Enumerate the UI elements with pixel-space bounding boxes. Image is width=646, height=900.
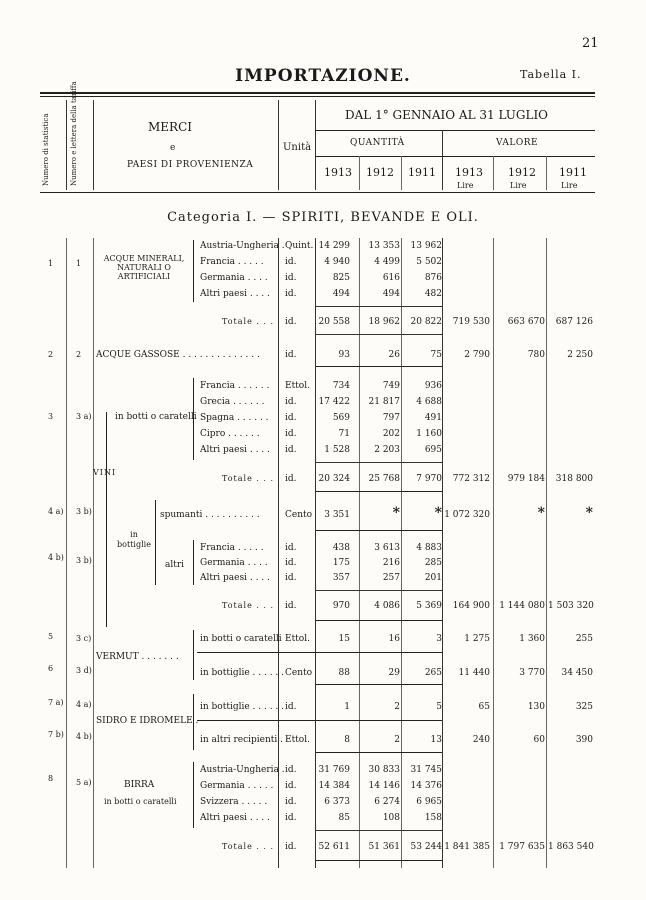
qty-1913: 1 (344, 702, 350, 712)
qty-1913: 494 (332, 289, 350, 299)
section-rule (316, 334, 442, 335)
tariff-number: 3 d) (76, 666, 92, 675)
header-lire: Lire (457, 181, 474, 190)
header-divider (546, 156, 547, 190)
qty-1912: 202 (382, 429, 400, 439)
val-1912-star: * (537, 505, 545, 521)
page-title: IMPORTAZIONE. (235, 66, 411, 86)
header-sub-rule (315, 156, 595, 157)
vermut-label: VERMUT . . . . . . . (96, 652, 179, 662)
country-label: Grecia . . . . . . (200, 397, 265, 407)
country-label: Altri paesi . . . . (200, 289, 270, 299)
qty-1911: 75 (430, 350, 442, 360)
qty-1912: 21 817 (368, 397, 400, 407)
qty-1911: 158 (424, 813, 442, 823)
header-e: e (170, 143, 176, 153)
tariff-number: 1 (76, 259, 82, 268)
unit-label: id. (285, 558, 297, 568)
val-1913: 240 (472, 735, 490, 745)
unit-label: id. (285, 429, 297, 439)
stat-number: 2 (48, 350, 54, 359)
total-rule (316, 462, 442, 463)
stat-number: 7 a) (48, 698, 64, 707)
item-label-acque-gassose: ACQUE GASSOSE . . . . . . . . . . . . . . (96, 350, 260, 360)
header-bottom-rule (40, 192, 595, 193)
unit-label: id. (285, 474, 297, 484)
qty-1912: 749 (382, 381, 400, 391)
header-year-v1913: 1913 (455, 166, 483, 179)
qty-1913: 357 (332, 573, 350, 583)
total-val-1912: 663 670 (507, 317, 545, 327)
qty-1912: 797 (382, 413, 400, 423)
country-label: Francia . . . . . (200, 257, 264, 267)
header-valore: VALORE (496, 138, 539, 148)
qty-1912: 108 (382, 813, 400, 823)
country-label: Francia . . . . . (200, 543, 264, 553)
total-val-1911: 1 863 540 (548, 842, 594, 852)
qty-1912: 2 (394, 735, 400, 745)
qty-1913: 825 (332, 273, 350, 283)
stat-number: 4 a) (48, 507, 64, 516)
val-1911: 34 450 (561, 668, 593, 678)
qty-1913: 175 (332, 558, 350, 568)
qty-1913: 1 528 (324, 445, 350, 455)
unit-label: id. (285, 257, 297, 267)
body-column-line (546, 238, 547, 868)
country-label: Svizzera . . . . . (200, 797, 268, 807)
val-1911: 2 250 (567, 350, 593, 360)
val-1912: 1 360 (519, 634, 545, 644)
qty-1913: 6 373 (324, 797, 350, 807)
country-label: Altri paesi . . . . (200, 445, 270, 455)
total-val-1911: 318 800 (555, 474, 593, 484)
header-year-q1912: 1912 (366, 166, 394, 179)
header-period-rule (315, 130, 595, 131)
val-1913: 2 790 (464, 350, 490, 360)
category-title: Categoria I. — SPIRITI, BEVANDE E OLI. (167, 210, 479, 225)
body-column-line (93, 238, 94, 868)
qty-1912: 3 613 (374, 543, 400, 553)
total-qty-1911: 5 369 (416, 601, 442, 611)
qty-1911: 876 (424, 273, 442, 283)
val-1911: 390 (575, 735, 593, 745)
qty-1913: 17 422 (318, 397, 350, 407)
country-label: Cipro . . . . . . (200, 429, 260, 439)
body-column-line (66, 238, 67, 868)
qty-1912: 216 (382, 558, 400, 568)
qty-1912: 2 203 (374, 445, 400, 455)
total-qty-1913: 20 558 (318, 317, 350, 327)
qty-1912: 16 (388, 634, 400, 644)
stat-number: 6 (48, 664, 54, 673)
val-1911: 255 (575, 634, 593, 644)
section-rule (316, 530, 442, 531)
qty-1912: 4 499 (374, 257, 400, 267)
val-1913: 1 275 (464, 634, 490, 644)
qty-1913: 438 (332, 543, 350, 553)
total-qty-1911: 20 822 (410, 317, 442, 327)
header-stat-number: Numero di statistica (42, 113, 50, 186)
header-year-v1912: 1912 (508, 166, 536, 179)
country-label: Austria-Ungheria . (200, 765, 285, 775)
unit-label: id. (285, 813, 297, 823)
qty-1912: 26 (388, 350, 400, 360)
header-paesi: PAESI DI PROVENIENZA (127, 160, 254, 170)
altri-label: altri (165, 560, 185, 570)
unit-label: id. (285, 289, 297, 299)
val-1912: 130 (527, 702, 545, 712)
brace (193, 762, 194, 828)
qty-1913: 88 (338, 668, 350, 678)
header-divider (278, 100, 279, 190)
header-unita: Unità (283, 142, 312, 153)
qty-1913: 31 769 (318, 765, 350, 775)
brace (193, 240, 194, 302)
total-rule (316, 830, 442, 831)
qty-1911: 31 745 (410, 765, 442, 775)
unit-label: id. (285, 445, 297, 455)
qty-1911: 936 (424, 381, 442, 391)
body-column-line (442, 238, 443, 868)
total-qty-1911: 7 970 (416, 474, 442, 484)
qty-1912: 494 (382, 289, 400, 299)
vermut-sub-label: in botti o caratelli (200, 634, 282, 644)
qty-1913: 93 (338, 350, 350, 360)
stat-number: 1 (48, 259, 54, 268)
total-val-1913: 1 841 385 (444, 842, 490, 852)
spumanti-label: spumanti . . . . . . . . . . (160, 510, 260, 520)
section-rule (316, 684, 442, 685)
qty-1913: 71 (338, 429, 350, 439)
header-top-rule (40, 92, 595, 94)
qty-1911: 265 (424, 668, 442, 678)
unit-label: id. (285, 842, 297, 852)
qty-1912-star: * (392, 505, 400, 521)
country-label: Germania . . . . (200, 558, 268, 568)
section-rule (197, 720, 442, 721)
unit-label: Ettol. (285, 634, 310, 644)
qty-1912: 30 833 (368, 765, 400, 775)
unit-label: id. (285, 543, 297, 553)
total-qty-1912: 18 962 (368, 317, 400, 327)
stat-number: 4 b) (48, 553, 64, 562)
total-label: Totale . . . (222, 601, 275, 610)
val-1912: 60 (533, 735, 545, 745)
qty-1912: 616 (382, 273, 400, 283)
qty-1913: 85 (338, 813, 350, 823)
unit-label: id. (285, 781, 297, 791)
country-label: Germania . . . . . (200, 781, 274, 791)
total-qty-1912: 51 361 (368, 842, 400, 852)
header-tariff-number: Numero e lettera della tariffa (70, 81, 78, 186)
page-number: 21 (582, 36, 599, 51)
val-1911: 325 (575, 702, 593, 712)
vini-botti-label: in botti o caratelli (115, 412, 197, 422)
tariff-number: 3 c) (76, 634, 92, 643)
qty-1911: 14 376 (410, 781, 442, 791)
qty-1911: 4 883 (416, 543, 442, 553)
qty-1911: 6 965 (416, 797, 442, 807)
qty-1911: 5 502 (416, 257, 442, 267)
tariff-number: 4 b) (76, 732, 92, 741)
qty-1911: 4 688 (416, 397, 442, 407)
qty-1911: 5 (436, 702, 442, 712)
total-label: Totale . . . (222, 842, 275, 851)
tariff-number: 3 b) (76, 507, 92, 516)
unit-label: Cento (285, 510, 313, 520)
brace (193, 378, 194, 460)
birra-label: BIRRA (124, 780, 155, 790)
unit-label: id. (285, 797, 297, 807)
brace (155, 500, 156, 585)
val-1913: 65 (478, 702, 490, 712)
header-divider (401, 156, 402, 190)
stat-number: 8 (48, 774, 54, 783)
header-merci: MERCI (148, 120, 193, 134)
section-rule (316, 366, 442, 367)
unit-label: Ettol. (285, 735, 310, 745)
tariff-number: 3 a) (76, 412, 92, 421)
sidro-label: SIDRO E IDROMELE . (96, 716, 199, 726)
total-val-1912: 979 184 (507, 474, 545, 484)
qty-1912: 29 (388, 668, 400, 678)
unit-label: id. (285, 601, 297, 611)
header-lire: Lire (561, 181, 578, 190)
val-1913: 1 072 320 (444, 510, 490, 520)
header-year-q1911: 1911 (408, 166, 436, 179)
country-label: Altri paesi . . . . (200, 573, 270, 583)
unit-label: Cento (285, 668, 313, 678)
header-quantita: QUANTITÀ (350, 138, 405, 148)
unit-label: id. (285, 397, 297, 407)
unit-label: id. (285, 702, 297, 712)
country-label: Altri paesi . . . . (200, 813, 270, 823)
total-val-1913: 164 900 (452, 601, 490, 611)
header-divider (66, 100, 67, 190)
tariff-number: 4 a) (76, 700, 92, 709)
total-rule (316, 306, 442, 307)
brace (193, 540, 194, 585)
header-divider (442, 130, 443, 190)
sidro-sub-label: in bottiglie . . . . . . (200, 702, 285, 712)
section-rule (316, 491, 442, 492)
header-divider (93, 100, 94, 190)
total-val-1912: 1 797 635 (499, 842, 545, 852)
total-label: Totale . . . (222, 317, 275, 326)
header-period: DAL 1° GENNAIO AL 31 LUGLIO (345, 108, 549, 122)
header-divider (493, 156, 494, 190)
brace (193, 630, 194, 680)
val-1912: 3 770 (519, 668, 545, 678)
country-label: Germania . . . . (200, 273, 268, 283)
brace (193, 694, 194, 750)
unit-label: id. (285, 573, 297, 583)
total-qty-1911: 53 244 (410, 842, 442, 852)
country-label: Spagna . . . . . . (200, 413, 269, 423)
stat-number: 3 (48, 412, 54, 421)
qty-1911: 1 160 (416, 429, 442, 439)
qty-1913: 734 (332, 381, 350, 391)
vini-label: VINI (93, 468, 117, 477)
header-lire: Lire (510, 181, 527, 190)
qty-1912: 257 (382, 573, 400, 583)
vini-brace (106, 412, 107, 627)
qty-1913: 14 299 (318, 241, 350, 251)
val-1911-star: * (585, 505, 593, 521)
tariff-number: 5 a) (76, 778, 92, 787)
unit-label: id. (285, 413, 297, 423)
qty-1911: 13 (430, 735, 442, 745)
country-label: Francia . . . . . . (200, 381, 270, 391)
qty-1913: 569 (332, 413, 350, 423)
qty-1913: 15 (338, 634, 350, 644)
header-top-rule-thin (40, 96, 595, 97)
qty-1911: 482 (424, 289, 442, 299)
qty-1911: 13 962 (410, 241, 442, 251)
total-qty-1912: 4 086 (374, 601, 400, 611)
qty-1911: 3 (436, 634, 442, 644)
qty-1913: 14 384 (318, 781, 350, 791)
qty-1912: 13 353 (368, 241, 400, 251)
total-qty-1913: 52 611 (318, 842, 350, 852)
total-rule (316, 590, 442, 591)
qty-1911: 491 (424, 413, 442, 423)
section-rule (197, 652, 442, 653)
total-val-1912: 1 144 080 (499, 601, 545, 611)
unit-label: id. (285, 350, 297, 360)
section-rule (316, 860, 442, 861)
body-column-line (493, 238, 494, 868)
val-1913: 11 440 (458, 668, 490, 678)
section-rule (316, 752, 442, 753)
qty-1911: 695 (424, 445, 442, 455)
total-qty-1912: 25 768 (368, 474, 400, 484)
bottiglie-label: in bottiglie (117, 530, 151, 549)
total-val-1911: 1 503 320 (548, 601, 594, 611)
qty-1913: 8 (344, 735, 350, 745)
qty-1912: 14 146 (368, 781, 400, 791)
val-1912: 780 (527, 350, 545, 360)
sidro-sub-label: in altri recipienti . (200, 735, 283, 745)
qty-1912: 6 274 (374, 797, 400, 807)
total-qty-1913: 970 (332, 601, 350, 611)
qty-1913: 4 940 (324, 257, 350, 267)
qty-1912: 2 (394, 702, 400, 712)
tariff-number: 3 b) (76, 556, 92, 565)
table-label: Tabella I. (520, 68, 582, 81)
total-val-1913: 772 312 (452, 474, 490, 484)
qty-1911: 285 (424, 558, 442, 568)
unit-label: id. (285, 273, 297, 283)
total-label: Totale . . . (222, 474, 275, 483)
item-label-acque-minerali: ACQUE MINERALI, NATURALI O ARTIFICIALI (103, 254, 185, 281)
tariff-number: 2 (76, 350, 82, 359)
total-val-1913: 719 530 (452, 317, 490, 327)
section-rule (316, 620, 442, 621)
unit-label: Quint. (285, 241, 314, 251)
country-label: Austria-Ungheria . (200, 241, 285, 251)
qty-1911-star: * (434, 505, 442, 521)
stat-number: 5 (48, 632, 54, 641)
unit-label: id. (285, 317, 297, 327)
header-year-q1913: 1913 (324, 166, 352, 179)
unit-label: Ettol. (285, 381, 310, 391)
birra-sub-label: in botti o caratelli (104, 797, 177, 806)
vermut-sub-label: in bottiglie . . . . . . (200, 668, 285, 678)
total-val-1911: 687 126 (555, 317, 593, 327)
header-divider (315, 100, 316, 190)
qty-1913: 3 351 (324, 510, 350, 520)
qty-1911: 201 (424, 573, 442, 583)
stat-number: 7 b) (48, 730, 64, 739)
unit-label: id. (285, 765, 297, 775)
header-year-v1911: 1911 (559, 166, 587, 179)
total-qty-1913: 20 324 (318, 474, 350, 484)
header-divider (359, 156, 360, 190)
